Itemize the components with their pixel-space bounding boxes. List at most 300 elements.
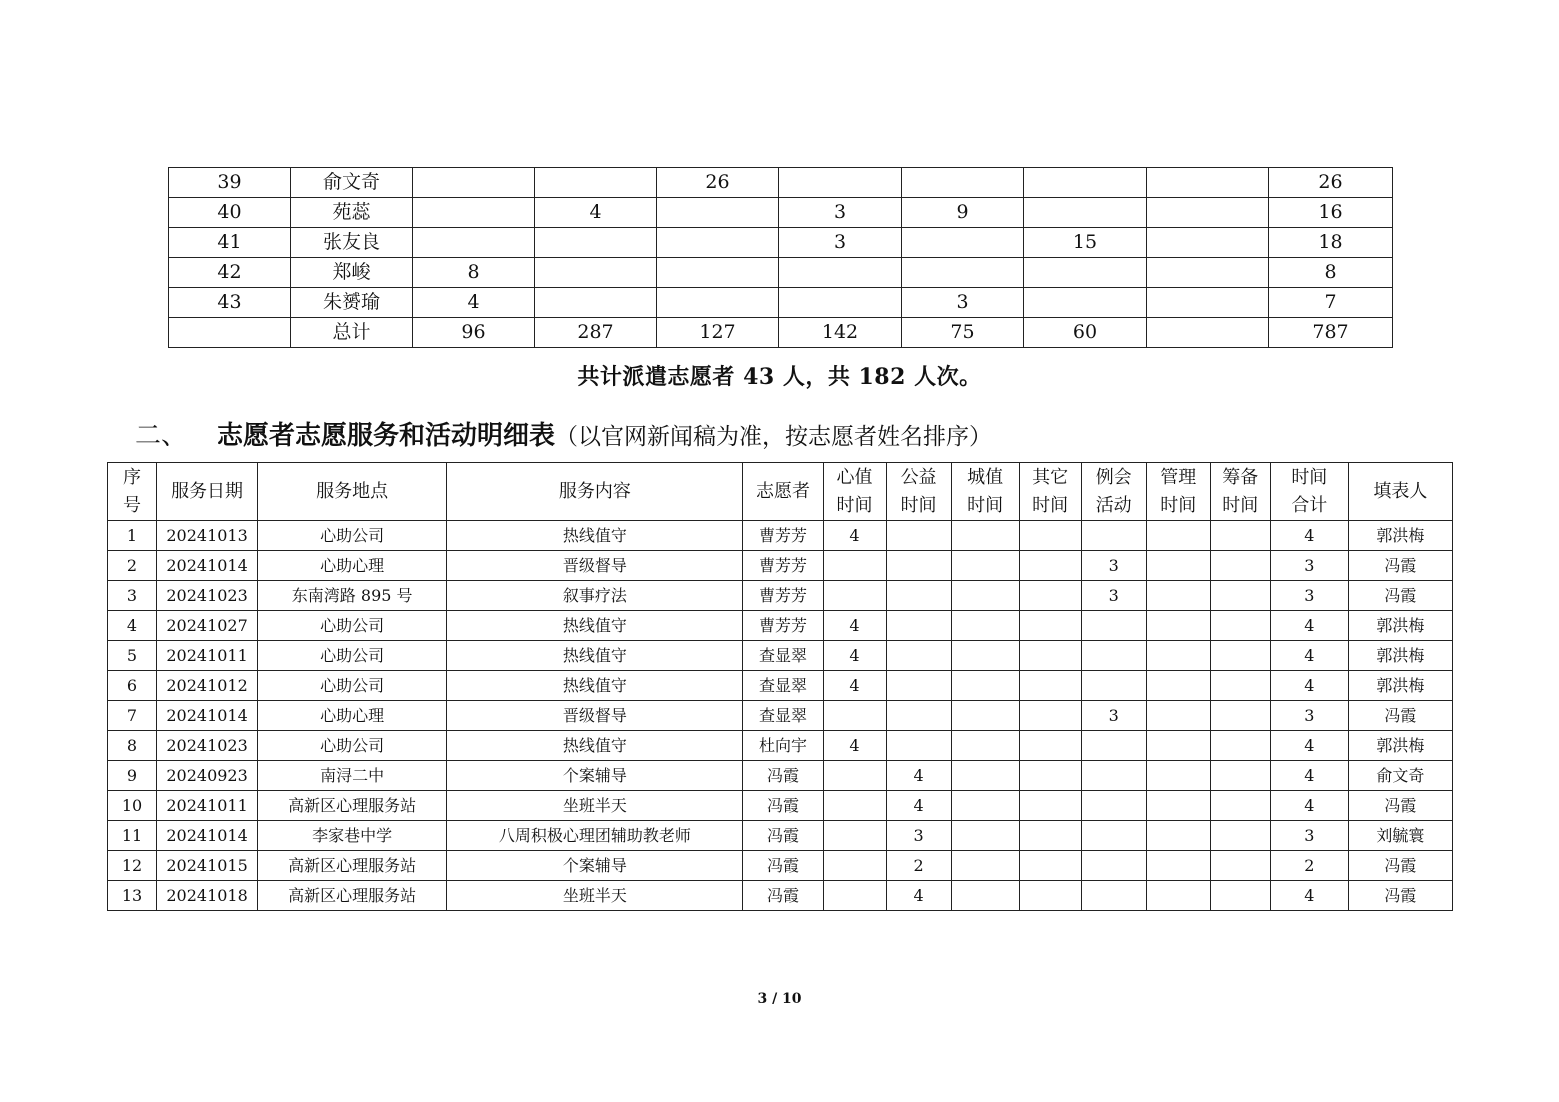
summary-row <box>169 228 1393 258</box>
summary-row <box>169 168 1393 198</box>
detail-cell <box>1081 761 1146 791</box>
table-row <box>108 761 1453 791</box>
summary-cell: 26 <box>1269 168 1393 198</box>
detail-cell: 2 <box>108 551 157 581</box>
detail-cell: 4 <box>1270 611 1348 641</box>
summary-cell: 4 <box>413 288 535 318</box>
summary-cell <box>779 168 902 198</box>
detail-cell <box>1019 791 1081 821</box>
detail-cell: 南浔二中 <box>258 761 447 791</box>
summary-cell: 26 <box>657 168 779 198</box>
detail-column-header <box>108 463 157 521</box>
column-header-label: 时间 <box>1160 494 1197 516</box>
summary-cell <box>169 318 291 348</box>
detail-cell: 郭洪梅 <box>1348 521 1452 551</box>
detail-cell: 4 <box>823 641 886 671</box>
column-header-label: 号 <box>123 494 142 516</box>
detail-cell: 高新区心理服务站 <box>258 791 447 821</box>
detail-cell: 4 <box>823 671 886 701</box>
detail-cell: 心助公司 <box>258 671 447 701</box>
detail-cell <box>1210 521 1270 551</box>
column-header-label: 序 <box>123 466 142 488</box>
detail-column-header <box>743 463 823 521</box>
detail-cell: 曹芳芳 <box>743 551 823 581</box>
detail-cell <box>1210 701 1270 731</box>
detail-table-body <box>108 521 1453 911</box>
detail-cell <box>1210 731 1270 761</box>
summary-cell <box>1024 258 1147 288</box>
detail-cell: 东南湾路 895 号 <box>258 581 447 611</box>
detail-cell <box>1210 551 1270 581</box>
detail-cell: 4 <box>886 881 951 911</box>
column-header-label: 时间 <box>836 494 873 516</box>
detail-cell <box>1019 731 1081 761</box>
summary-cell: 43 <box>169 288 291 318</box>
detail-cell <box>1210 761 1270 791</box>
table-row <box>108 731 1453 761</box>
detail-cell: 高新区心理服务站 <box>258 881 447 911</box>
detail-column-header <box>157 463 258 521</box>
column-header-label: 筹备 <box>1222 466 1259 488</box>
detail-cell: 20241012 <box>157 671 258 701</box>
summary-cell <box>902 168 1024 198</box>
detail-cell: 冯霞 <box>743 851 823 881</box>
table-row <box>108 551 1453 581</box>
detail-cell <box>951 521 1019 551</box>
detail-cell <box>1081 521 1146 551</box>
detail-cell <box>951 761 1019 791</box>
detail-cell: 冯霞 <box>743 761 823 791</box>
table-row <box>108 881 1453 911</box>
section-number: 二、 <box>135 421 188 451</box>
detail-cell: 冯霞 <box>1348 701 1452 731</box>
column-header-label: 时间 <box>1222 494 1259 516</box>
summary-cell: 8 <box>413 258 535 288</box>
detail-cell <box>823 881 886 911</box>
table-row <box>108 791 1453 821</box>
detail-cell: 20241018 <box>157 881 258 911</box>
summary-table-body <box>169 168 1393 348</box>
detail-cell <box>886 551 951 581</box>
detail-cell: 晋级督导 <box>447 551 743 581</box>
summary-cell <box>1024 288 1147 318</box>
detail-cell <box>1146 731 1210 761</box>
detail-cell: 高新区心理服务站 <box>258 851 447 881</box>
detail-cell <box>823 851 886 881</box>
detail-cell <box>951 821 1019 851</box>
column-header-label: 时间 <box>967 494 1004 516</box>
detail-cell <box>1146 581 1210 611</box>
detail-cell <box>1146 761 1210 791</box>
summary-cell: 96 <box>413 318 535 348</box>
dispatch-summary-text: 共计派遣志愿者 43 人，共 182 人次。 <box>577 364 982 390</box>
detail-cell <box>1210 611 1270 641</box>
table-row <box>108 581 1453 611</box>
detail-cell: 3 <box>1270 701 1348 731</box>
detail-cell <box>951 701 1019 731</box>
detail-cell: 8 <box>108 731 157 761</box>
detail-cell: 郭洪梅 <box>1348 731 1452 761</box>
summary-cell <box>1024 198 1147 228</box>
summary-cell <box>657 198 779 228</box>
volunteer-hours-summary-table <box>168 167 1393 348</box>
summary-cell <box>535 168 657 198</box>
table-row <box>108 641 1453 671</box>
detail-cell <box>1210 671 1270 701</box>
detail-cell <box>1146 551 1210 581</box>
detail-column-header <box>1210 463 1270 521</box>
column-header-label: 其它 <box>1032 466 1069 488</box>
detail-cell: 心助公司 <box>258 521 447 551</box>
detail-cell: 4 <box>1270 731 1348 761</box>
detail-cell: 3 <box>1270 551 1348 581</box>
summary-cell <box>1147 288 1269 318</box>
detail-cell <box>1146 821 1210 851</box>
summary-cell <box>413 168 535 198</box>
column-header-label: 服务日期 <box>171 480 244 502</box>
detail-cell <box>1019 671 1081 701</box>
summary-row <box>169 198 1393 228</box>
detail-cell <box>1081 881 1146 911</box>
detail-cell <box>886 701 951 731</box>
detail-cell <box>1146 521 1210 551</box>
summary-cell: 75 <box>902 318 1024 348</box>
detail-cell: 俞文奇 <box>1348 761 1452 791</box>
detail-cell: 7 <box>108 701 157 731</box>
detail-column-header <box>1348 463 1452 521</box>
detail-cell: 20241014 <box>157 551 258 581</box>
table-row <box>108 851 1453 881</box>
column-header-label: 心值 <box>836 466 873 488</box>
column-header-label: 合计 <box>1291 494 1328 516</box>
detail-cell <box>823 761 886 791</box>
column-header-label: 服务内容 <box>558 480 631 502</box>
detail-cell <box>951 641 1019 671</box>
summary-cell <box>1147 258 1269 288</box>
detail-cell <box>1019 641 1081 671</box>
detail-cell: 3 <box>1081 701 1146 731</box>
detail-cell: 坐班半天 <box>447 881 743 911</box>
column-header-label: 城值 <box>967 466 1004 488</box>
summary-cell: 127 <box>657 318 779 348</box>
detail-cell <box>1146 641 1210 671</box>
summary-row <box>169 318 1393 348</box>
detail-cell: 3 <box>1270 821 1348 851</box>
summary-cell: 40 <box>169 198 291 228</box>
summary-cell: 8 <box>1269 258 1393 288</box>
summary-row <box>169 288 1393 318</box>
detail-cell: 心助心理 <box>258 701 447 731</box>
detail-cell <box>886 521 951 551</box>
detail-cell: 4 <box>886 791 951 821</box>
detail-cell <box>951 881 1019 911</box>
detail-cell: 12 <box>108 851 157 881</box>
detail-cell: 冯霞 <box>1348 791 1452 821</box>
detail-cell: 热线值守 <box>447 611 743 641</box>
detail-cell: 4 <box>823 521 886 551</box>
detail-cell: 3 <box>1081 551 1146 581</box>
detail-header-row <box>108 463 1453 521</box>
detail-cell: 5 <box>108 641 157 671</box>
detail-cell <box>1146 671 1210 701</box>
summary-cell: 9 <box>902 198 1024 228</box>
summary-cell: 郑峻 <box>291 258 413 288</box>
column-header-label: 活动 <box>1095 494 1132 516</box>
summary-cell: 苑蕊 <box>291 198 413 228</box>
detail-cell <box>1081 731 1146 761</box>
detail-cell: 冯霞 <box>1348 551 1452 581</box>
detail-cell: 20241011 <box>157 791 258 821</box>
detail-cell <box>951 671 1019 701</box>
detail-cell <box>1019 881 1081 911</box>
summary-cell: 总计 <box>291 318 413 348</box>
detail-column-header <box>1146 463 1210 521</box>
detail-column-header <box>258 463 447 521</box>
detail-cell <box>1019 611 1081 641</box>
detail-cell: 13 <box>108 881 157 911</box>
summary-cell: 3 <box>902 288 1024 318</box>
summary-cell <box>657 258 779 288</box>
summary-cell: 39 <box>169 168 291 198</box>
detail-cell: 20241023 <box>157 581 258 611</box>
summary-row <box>169 258 1393 288</box>
detail-cell: 4 <box>1270 671 1348 701</box>
detail-column-header <box>447 463 743 521</box>
summary-cell: 287 <box>535 318 657 348</box>
detail-cell: 4 <box>1270 641 1348 671</box>
detail-cell: 曹芳芳 <box>743 611 823 641</box>
summary-cell: 朱赟瑜 <box>291 288 413 318</box>
detail-cell: 曹芳芳 <box>743 581 823 611</box>
summary-cell: 142 <box>779 318 902 348</box>
detail-cell: 郭洪梅 <box>1348 611 1452 641</box>
detail-cell: 心助公司 <box>258 611 447 641</box>
summary-cell <box>1147 198 1269 228</box>
detail-cell <box>1019 851 1081 881</box>
summary-cell: 俞文奇 <box>291 168 413 198</box>
summary-cell <box>1147 228 1269 258</box>
summary-cell <box>535 258 657 288</box>
detail-cell: 6 <box>108 671 157 701</box>
detail-cell <box>951 791 1019 821</box>
detail-cell <box>886 671 951 701</box>
section-title: 志愿者志愿服务和活动明细表 <box>217 421 556 451</box>
column-header-label: 例会 <box>1095 466 1132 488</box>
detail-cell <box>1210 851 1270 881</box>
summary-cell <box>1147 168 1269 198</box>
detail-column-header <box>823 463 886 521</box>
column-header-label: 时间 <box>1291 466 1328 488</box>
detail-cell: 李家巷中学 <box>258 821 447 851</box>
detail-cell: 2 <box>886 851 951 881</box>
detail-cell <box>1081 821 1146 851</box>
detail-cell <box>823 701 886 731</box>
detail-cell: 冯霞 <box>743 791 823 821</box>
detail-cell: 20241014 <box>157 821 258 851</box>
summary-cell <box>657 288 779 318</box>
detail-cell: 20241027 <box>157 611 258 641</box>
detail-cell <box>1210 881 1270 911</box>
summary-cell <box>657 228 779 258</box>
detail-cell: 郭洪梅 <box>1348 641 1452 671</box>
detail-cell <box>951 581 1019 611</box>
detail-cell <box>823 581 886 611</box>
detail-cell: 个案辅导 <box>447 851 743 881</box>
detail-cell <box>1081 641 1146 671</box>
detail-cell: 20241023 <box>157 731 258 761</box>
detail-cell: 心助心理 <box>258 551 447 581</box>
detail-cell: 20241015 <box>157 851 258 881</box>
detail-cell: 4 <box>823 611 886 641</box>
summary-cell <box>1147 318 1269 348</box>
detail-cell <box>1210 581 1270 611</box>
detail-cell <box>886 641 951 671</box>
detail-cell: 查显翠 <box>743 701 823 731</box>
detail-cell: 10 <box>108 791 157 821</box>
detail-cell: 八周积极心理团辅助教老师 <box>447 821 743 851</box>
detail-cell: 查显翠 <box>743 641 823 671</box>
detail-cell: 叙事疗法 <box>447 581 743 611</box>
page-number: 3 / 10 <box>757 991 802 1007</box>
column-header-label: 管理 <box>1160 466 1197 488</box>
column-header-label: 填表人 <box>1373 480 1428 502</box>
table-row <box>108 821 1453 851</box>
service-detail-table <box>107 462 1453 911</box>
summary-cell <box>1024 168 1147 198</box>
table-row <box>108 701 1453 731</box>
detail-column-header <box>1019 463 1081 521</box>
summary-cell: 16 <box>1269 198 1393 228</box>
summary-cell: 787 <box>1269 318 1393 348</box>
detail-cell: 心助公司 <box>258 731 447 761</box>
detail-cell <box>1019 581 1081 611</box>
detail-cell: 热线值守 <box>447 641 743 671</box>
summary-cell <box>535 288 657 318</box>
detail-cell: 心助公司 <box>258 641 447 671</box>
detail-cell: 坐班半天 <box>447 791 743 821</box>
detail-cell <box>823 551 886 581</box>
detail-cell <box>1019 701 1081 731</box>
detail-cell <box>823 791 886 821</box>
detail-cell <box>1210 641 1270 671</box>
section-note: （以官网新闻稿为准，按志愿者姓名排序） <box>555 424 993 450</box>
detail-cell <box>886 611 951 641</box>
summary-cell <box>902 228 1024 258</box>
detail-cell: 冯霞 <box>1348 881 1452 911</box>
section-heading <box>135 415 992 452</box>
table-row <box>108 521 1453 551</box>
detail-cell <box>1210 821 1270 851</box>
detail-cell: 热线值守 <box>447 671 743 701</box>
column-header-label: 服务地点 <box>316 480 389 502</box>
detail-cell: 2 <box>1270 851 1348 881</box>
detail-cell <box>1146 701 1210 731</box>
detail-cell: 4 <box>1270 761 1348 791</box>
detail-cell: 20241013 <box>157 521 258 551</box>
detail-cell <box>823 821 886 851</box>
detail-cell <box>951 731 1019 761</box>
detail-cell <box>1081 851 1146 881</box>
detail-column-header <box>1081 463 1146 521</box>
summary-cell <box>779 288 902 318</box>
detail-column-header <box>886 463 951 521</box>
detail-cell: 20241014 <box>157 701 258 731</box>
detail-cell: 查显翠 <box>743 671 823 701</box>
detail-cell: 曹芳芳 <box>743 521 823 551</box>
detail-cell: 3 <box>886 821 951 851</box>
detail-table-header <box>108 463 1453 521</box>
detail-cell: 3 <box>1270 581 1348 611</box>
detail-cell: 4 <box>1270 881 1348 911</box>
summary-cell: 3 <box>779 228 902 258</box>
detail-cell: 热线值守 <box>447 731 743 761</box>
detail-cell <box>1146 791 1210 821</box>
summary-cell <box>902 258 1024 288</box>
detail-cell: 11 <box>108 821 157 851</box>
detail-cell <box>1019 761 1081 791</box>
detail-cell: 晋级督导 <box>447 701 743 731</box>
detail-cell <box>1146 881 1210 911</box>
table-row <box>108 611 1453 641</box>
detail-cell: 冯霞 <box>1348 581 1452 611</box>
summary-cell <box>779 258 902 288</box>
detail-column-header <box>951 463 1019 521</box>
summary-cell: 60 <box>1024 318 1147 348</box>
summary-cell: 41 <box>169 228 291 258</box>
detail-cell: 4 <box>1270 521 1348 551</box>
summary-cell: 7 <box>1269 288 1393 318</box>
column-header-label: 时间 <box>1032 494 1069 516</box>
detail-cell <box>1019 821 1081 851</box>
detail-cell: 1 <box>108 521 157 551</box>
detail-cell <box>1081 611 1146 641</box>
table-row <box>108 671 1453 701</box>
column-header-label: 志愿者 <box>755 480 810 502</box>
detail-cell: 刘毓寰 <box>1348 821 1452 851</box>
summary-cell: 4 <box>535 198 657 228</box>
detail-cell <box>1210 791 1270 821</box>
detail-cell <box>1019 521 1081 551</box>
detail-cell <box>886 731 951 761</box>
detail-cell: 20241011 <box>157 641 258 671</box>
detail-cell: 冯霞 <box>743 881 823 911</box>
detail-cell: 郭洪梅 <box>1348 671 1452 701</box>
detail-cell <box>951 611 1019 641</box>
detail-cell <box>951 551 1019 581</box>
summary-cell: 15 <box>1024 228 1147 258</box>
detail-cell <box>1146 611 1210 641</box>
detail-cell: 个案辅导 <box>447 761 743 791</box>
detail-cell: 20240923 <box>157 761 258 791</box>
summary-cell: 18 <box>1269 228 1393 258</box>
detail-cell: 杜向宇 <box>743 731 823 761</box>
detail-cell: 冯霞 <box>743 821 823 851</box>
detail-cell <box>1081 791 1146 821</box>
summary-cell: 42 <box>169 258 291 288</box>
column-header-label: 时间 <box>900 494 937 516</box>
detail-cell: 4 <box>1270 791 1348 821</box>
detail-cell: 3 <box>1081 581 1146 611</box>
detail-cell <box>951 851 1019 881</box>
detail-cell: 3 <box>108 581 157 611</box>
summary-cell: 3 <box>779 198 902 228</box>
summary-cell: 张友良 <box>291 228 413 258</box>
detail-cell: 热线值守 <box>447 521 743 551</box>
detail-cell <box>886 581 951 611</box>
detail-cell <box>1019 551 1081 581</box>
summary-cell <box>413 198 535 228</box>
detail-cell <box>1146 851 1210 881</box>
